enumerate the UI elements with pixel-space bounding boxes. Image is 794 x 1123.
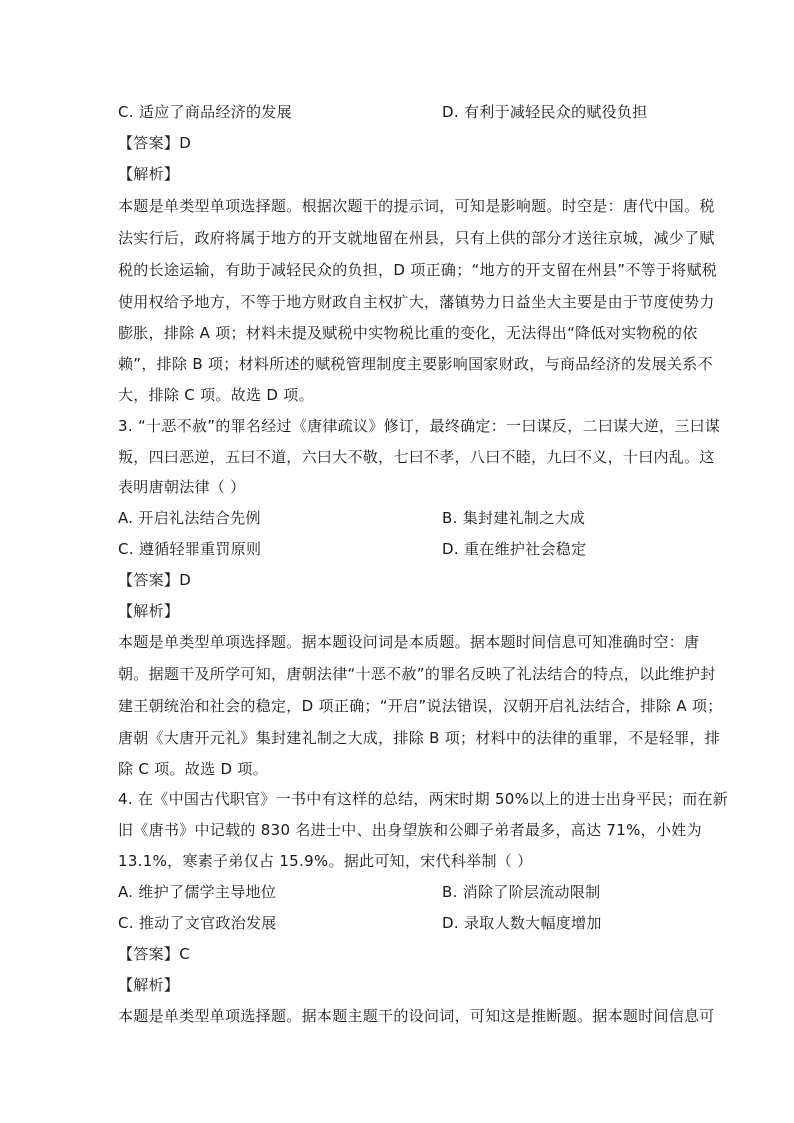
q4-option-b: B. 消除了阶层流动限制 xyxy=(442,883,601,901)
q4-option-c: C. 推动了文官政治发展 xyxy=(118,914,277,932)
q3-analysis-line: 除 C 项。故选 D 项。 xyxy=(118,760,268,778)
q2-analysis-line: 税的长途运输，有助于减轻民众的负担，D 项正确；“地方的开支留在州县”不等于将赋税 xyxy=(118,261,718,279)
q2-analysis-line: 使用权给予地方，不等于地方财政自主权扩大，藩镇势力日益坐大主要是由于节度使势力 xyxy=(118,293,715,311)
q2-analysis-line: 赖”，排除 B 项；材料所述的赋税管理制度主要影响国家财政，与商品经济的发展关系不 xyxy=(118,355,713,373)
q4-option-d: D. 录取人数大幅度增加 xyxy=(442,914,602,932)
q2-analysis-label: 【解析】 xyxy=(118,165,180,183)
q2-analysis-line: 本题是单类型单项选择题。根据次题干的提示词，可知是影响题。时空是：唐代中国。税 xyxy=(118,197,715,215)
q2-answer: 【答案】D xyxy=(118,134,192,152)
q2-option-c: C. 适应了商品经济的发展 xyxy=(118,103,292,121)
q3-option-d: D. 重在维护社会稳定 xyxy=(442,540,587,558)
q4-analysis-line: 本题是单类型单项选择题。据本题主题干的设问词，可知这是推断题。据本题时间信息可 xyxy=(118,1007,715,1025)
q3-analysis-line: 建王朝统治和社会的稳定，D 项正确；“开启”说法错误，汉朝开启礼法结合，排除 A 项； xyxy=(118,697,723,715)
q3-option-c: C. 遵循轻罪重罚原则 xyxy=(118,540,262,558)
q3-stem-line: 表明唐朝法律（ ） xyxy=(118,478,246,496)
q3-stem-line: 3. “十恶不赦”的罪名经过《唐律疏议》修订，最终确定：一曰谋反，二曰谋大逆，三曰谋 xyxy=(118,417,721,435)
q3-stem-line: 叛，四曰恶逆，五曰不道，六曰大不敬，七曰不孝，八曰不睦，九曰不义，十曰内乱。这 xyxy=(118,448,715,466)
q3-analysis-line: 本题是单类型单项选择题。据本题设问词是本质题。据本题时间信息可知准确时空：唐 xyxy=(118,633,700,651)
q4-option-a: A. 维护了儒学主导地位 xyxy=(118,883,277,901)
q4-answer: 【答案】C xyxy=(118,945,190,963)
q4-analysis-label: 【解析】 xyxy=(118,976,180,994)
q3-analysis-label: 【解析】 xyxy=(118,602,180,620)
q3-analysis-line: 朝。据题干及所学可知，唐朝法律“十恶不赦”的罪名反映了礼法结合的特点，以此维护封 xyxy=(118,665,716,683)
q3-option-b: B. 集封建礼制之大成 xyxy=(442,509,586,527)
q2-analysis-line: 大，排除 C 项。故选 D 项。 xyxy=(118,386,314,404)
q4-stem-line: 13.1%，寒素子弟仅占 15.9%。据此可知，宋代科举制（ ） xyxy=(118,852,533,870)
q2-analysis-line: 膨胀，排除 A 项；材料未提及赋税中实物税比重的变化，无法得出“降低对实物税的依 xyxy=(118,324,698,342)
q3-answer: 【答案】D xyxy=(118,571,192,589)
q3-analysis-line: 唐朝《大唐开元礼》集封建礼制之大成，排除 B 项；材料中的法律的重罪，不是轻罪，排 xyxy=(118,729,721,747)
q2-option-d: D. 有利于减轻民众的赋役负担 xyxy=(442,103,648,121)
q2-analysis-line: 法实行后，政府将属于地方的开支就地留在州县，只有上供的部分才送往京城，减少了赋 xyxy=(118,229,715,247)
q4-stem-line: 旧《唐书》中记载的 830 名进士中、出身望族和公卿子弟者最多，高达 71%，小姓为 xyxy=(118,821,702,839)
q3-option-a: A. 开启礼法结合先例 xyxy=(118,509,261,527)
q4-stem-line: 4. 在《中国古代职官》一书中有这样的总结，两宋时期 50%以上的进士出身平民；而在新 xyxy=(118,790,729,808)
